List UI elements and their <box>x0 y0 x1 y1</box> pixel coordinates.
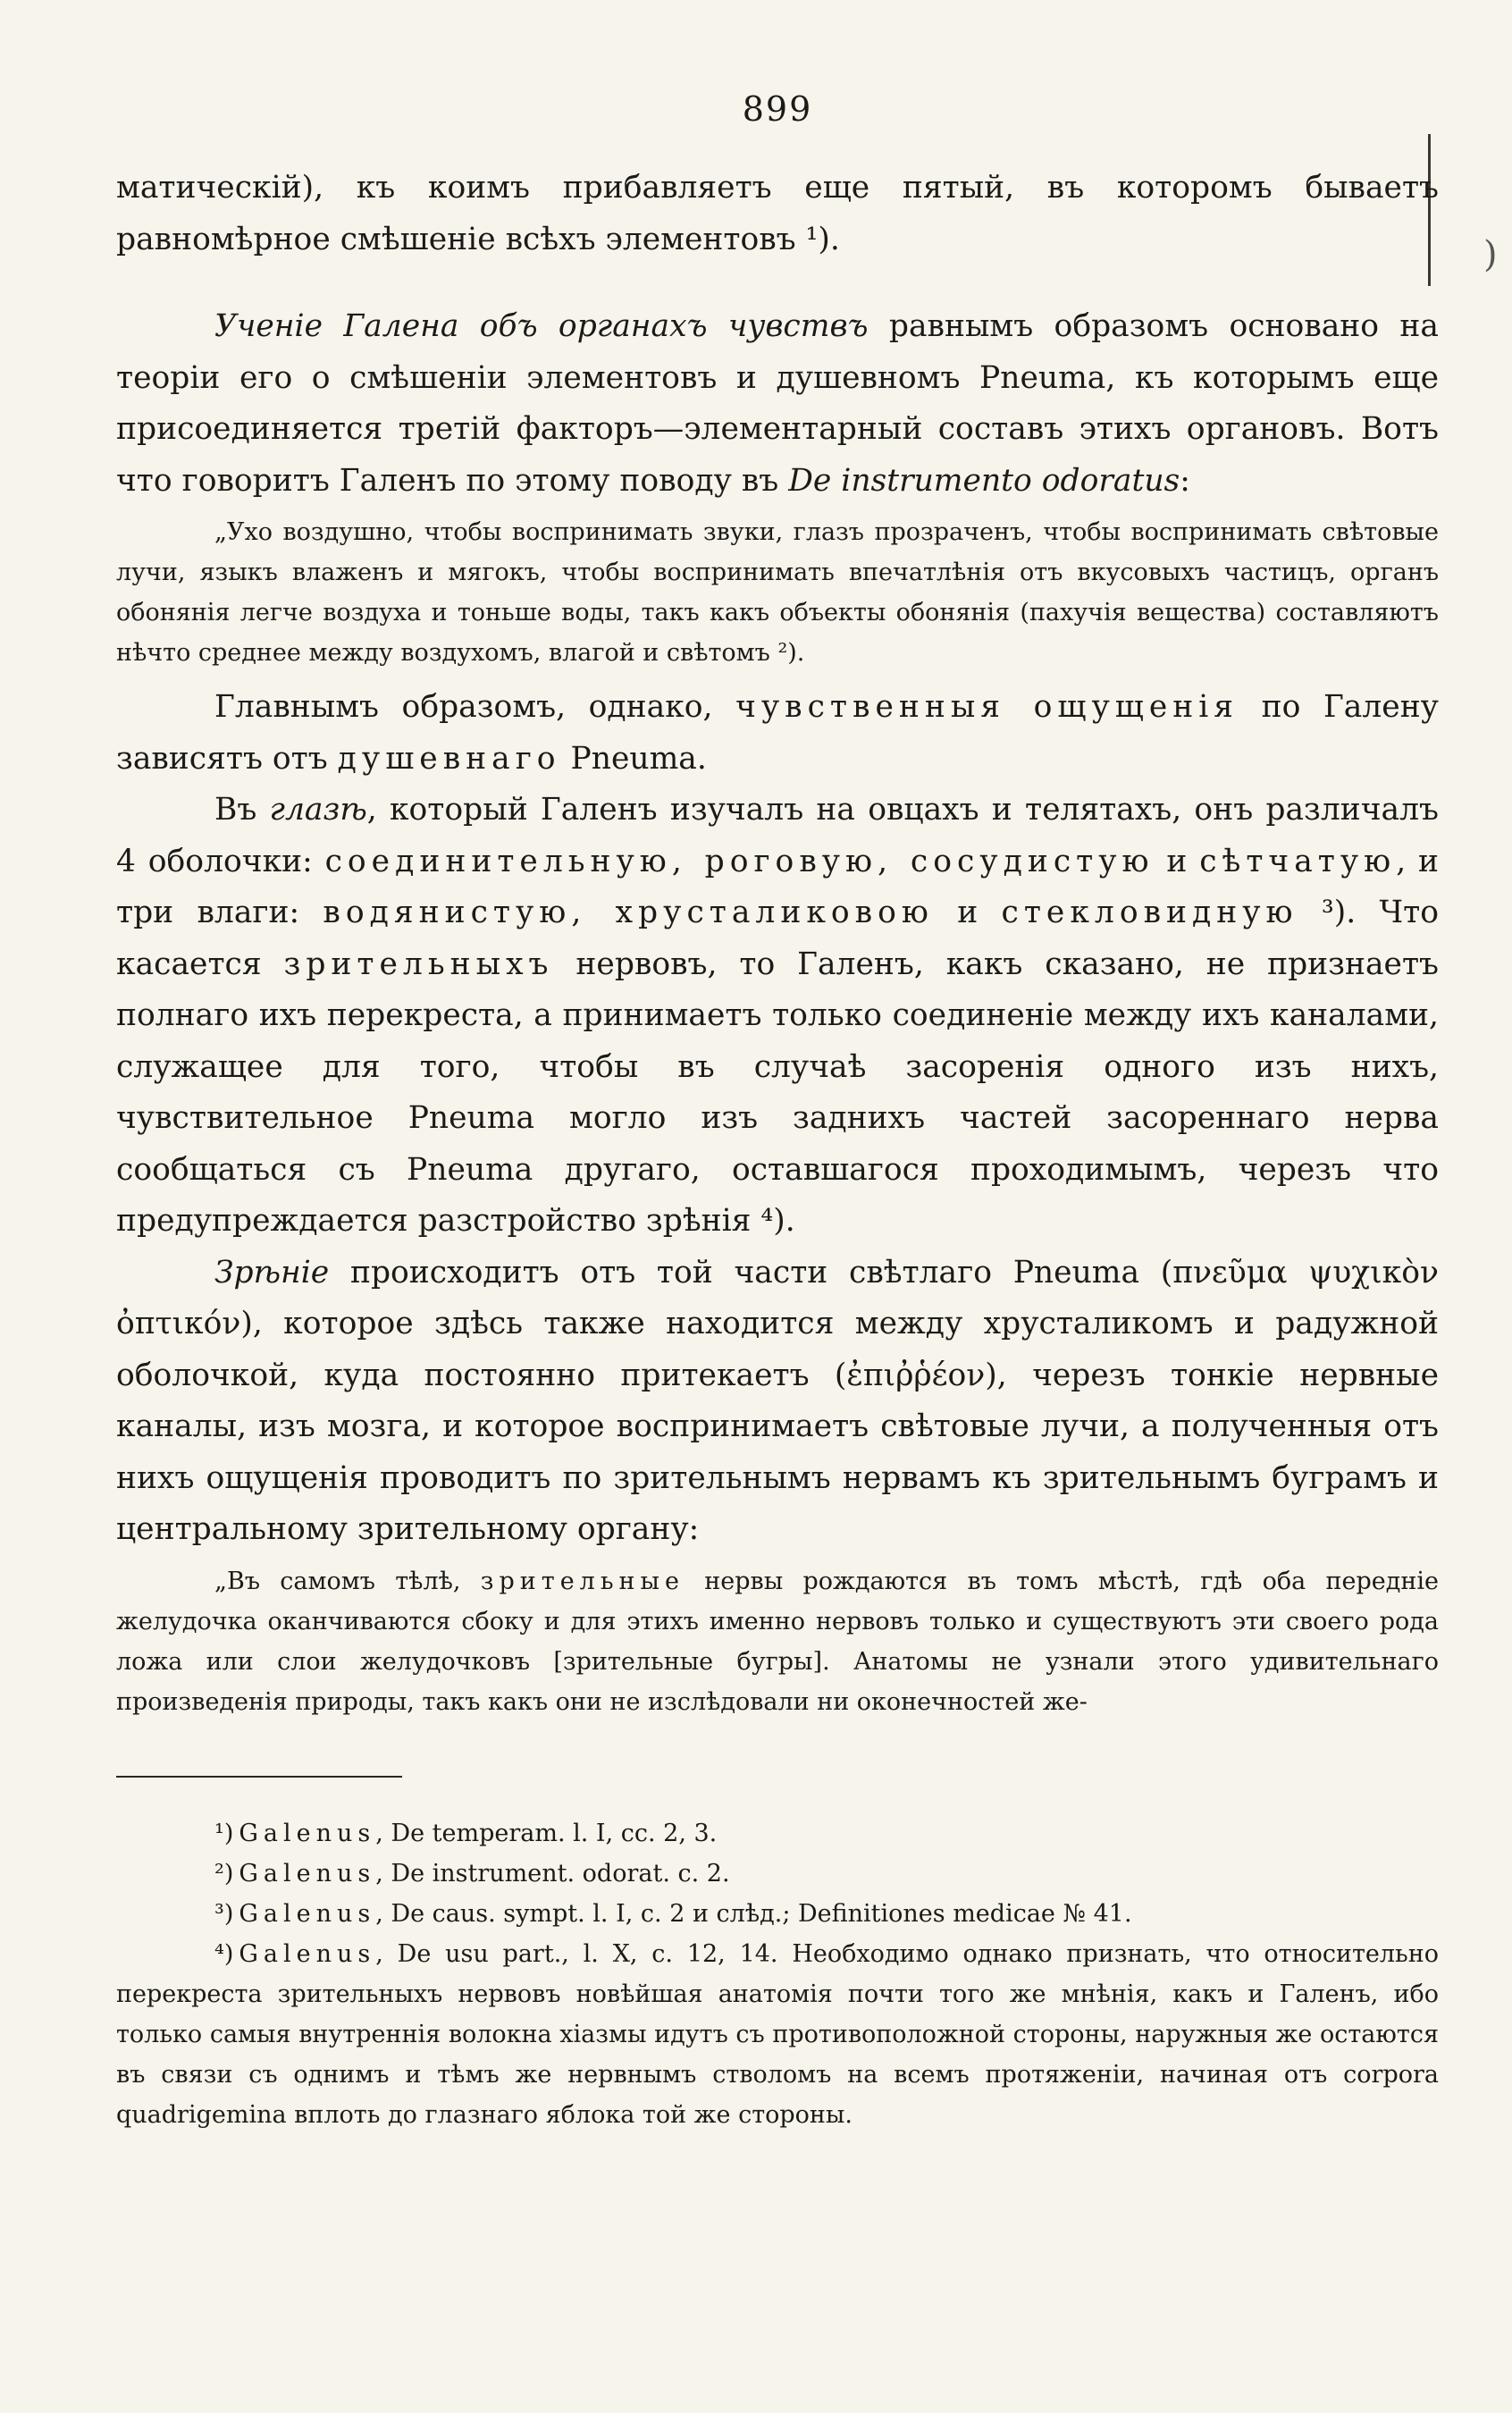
footnote <box>116 1934 1439 2135</box>
paragraph-2 <box>116 301 1439 507</box>
p3-c: по Галену зависятъ отъ <box>116 689 1439 777</box>
p4-g: , и три влаги: <box>116 843 1439 930</box>
footnote-marker: ¹) <box>214 1819 234 1847</box>
footnote-marker: ⁴) <box>214 1939 234 1968</box>
paragraph-1: матическій), къ коимъ прибавляетъ еще пятый, въ которомъ бываетъ равномѣрное смѣшеніе всѣхъ элементовъ ¹). <box>116 170 1439 257</box>
p4-m: нервовъ, то Галенъ, какъ сказано, не признаетъ полнаго ихъ перекреста, а принимаетъ только соединеніе между ихъ каналами, служащее для того, чтобы въ случаѣ засоренія одного изъ нихъ, чувствительное Pneuma могло изъ заднихъ частей засореннаго нерва сообщаться съ Pneuma другаго, оставшагося проходимымъ, черезъ что предупреждается разстройство зрѣнія ⁴). <box>116 946 1439 1239</box>
footnote <box>116 1854 1439 1894</box>
p4-b: глазѣ <box>269 792 367 828</box>
p4-d: соединительную, роговую, сосудистую <box>324 843 1155 879</box>
paragraph-4 <box>116 785 1439 1248</box>
page <box>116 89 1439 2135</box>
p5-a: Зрѣніе <box>214 1254 330 1291</box>
p4-e: и <box>1154 843 1200 879</box>
p4-j: стекловидную <box>1001 895 1298 930</box>
p3-d: душевнаго <box>337 740 561 777</box>
footnote-text: , De temperam. l. I, cc. 2, 3. <box>375 1819 718 1847</box>
p3-b: чувственныя ощущенія <box>735 689 1239 725</box>
paragraph-2-text: равнымъ образомъ основано на теоріи его о смѣшеніи элементовъ и душевномъ Pneuma, къ которымъ еще присоединяется третій факторъ—элементарный составъ этихъ органовъ. Вотъ что говоритъ Галенъ по этому поводу въ <box>116 308 1439 499</box>
footnote-author: Galenus <box>239 1859 376 1888</box>
q2-b: зрительные <box>480 1567 685 1595</box>
p4-k: ³). Что касается <box>116 895 1439 982</box>
paragraph-5 <box>116 1248 1439 1556</box>
page-number: 899 <box>742 89 813 129</box>
p4-h: водянистую, хрусталиковою <box>323 895 934 930</box>
quote-2 <box>116 1561 1439 1722</box>
quote-1-text: „Ухо воздушно, чтобы воспринимать звуки, глазъ прозраченъ, чтобы воспринимать свѣтовые лучи, языкъ влаженъ и мягокъ, чтобы воспринимать впечатлѣнія отъ вкусовыхъ частицъ, органъ обонянія легче воздуха и тоньше воды, такъ какъ объекты обонянія (пахучія вещества) составляютъ нѣчто среднее между воздухомъ, влагой и свѣтомъ ²). <box>116 518 1439 667</box>
section-title: Ученіе Галена объ органахъ чувствъ <box>214 308 869 344</box>
footnote-text: , De usu part., l. X, c. 12, 14. Необходимо однако признать, что относительно перекреста зрительныхъ нервовъ новѣйшая анатомія почти того же мнѣнія, какъ и Галенъ, ибо только самыя внутреннія волокна хіазмы идутъ съ противоположной стороны, наружныя же остаются въ связи съ однимъ и тѣмъ же нервнымъ стволомъ на всемъ протяженіи, начиная отъ corpora quadrigemina вплоть до глазнаго яблока той же стороны. <box>116 1939 1439 2129</box>
footnote-text: , De instrument. odorat. c. 2. <box>375 1859 730 1888</box>
p4-a: Въ <box>214 792 270 828</box>
work-title: De instrumento odoratus <box>788 462 1180 499</box>
footnote-marker: ²) <box>214 1859 234 1888</box>
q2-a: „Въ самомъ тѣлѣ, <box>214 1567 481 1595</box>
footnote-author: Galenus <box>239 1819 376 1847</box>
p4-i: и <box>933 895 1002 930</box>
p3-e: Pneuma. <box>560 740 707 777</box>
p5-b: происходитъ отъ той части свѣтлаго Pneuma (πνεῦμα ψυχικὸν ὀπτικόν), которое здѣсь также находится между хрусталикомъ и радужной оболочкой, куда постоянно притекаетъ (ἐπιῤῥέον), черезъ тонкіе нервные каналы, изъ мозга, и которое воспринимаетъ свѣтовые лучи, а полученныя отъ нихъ ощущенія проводитъ по зрительнымъ нервамъ къ зрительнымъ буграмъ и центральному зрительному органу: <box>116 1254 1439 1547</box>
p4-c: , который Галенъ изучалъ на овцахъ и телятахъ, онъ различалъ 4 оболочки: <box>116 792 1439 879</box>
p3-a: Главнымъ образомъ, однако, <box>214 689 736 725</box>
footnote-rule <box>116 1776 402 1778</box>
footnotes <box>116 1813 1439 2135</box>
paragraph-2-end: : <box>1180 462 1190 499</box>
footnote-text: , De caus. sympt. l. I, c. 2 и слѣд.; Definitiones medicae № 41. <box>375 1899 1132 1928</box>
footnote-author: Galenus <box>239 1939 376 1968</box>
footnote <box>116 1813 1439 1854</box>
footnote <box>116 1894 1439 1934</box>
footnote-marker: ³) <box>214 1899 234 1928</box>
quote-1 <box>116 512 1439 673</box>
p4-f: сѣтчатую <box>1199 843 1397 879</box>
p4-l: зрительныхъ <box>283 946 554 982</box>
paragraph-3 <box>116 682 1439 785</box>
footnote-author: Galenus <box>239 1899 376 1928</box>
margin-mark: ) <box>1483 234 1498 275</box>
q2-c: нервы рождаются въ томъ мѣстѣ, гдѣ оба передніе желудочка оканчиваются сбоку и для этихъ именно нервовъ только и существуютъ эти своего рода ложа или слои желудочковъ [зрительные бугры]. Анатомы не узнали этого удивительнаго произведенія природы, такъ какъ они не изслѣдовали ни оконечностей же- <box>116 1567 1439 1716</box>
quote-2-text <box>116 1561 1439 1722</box>
